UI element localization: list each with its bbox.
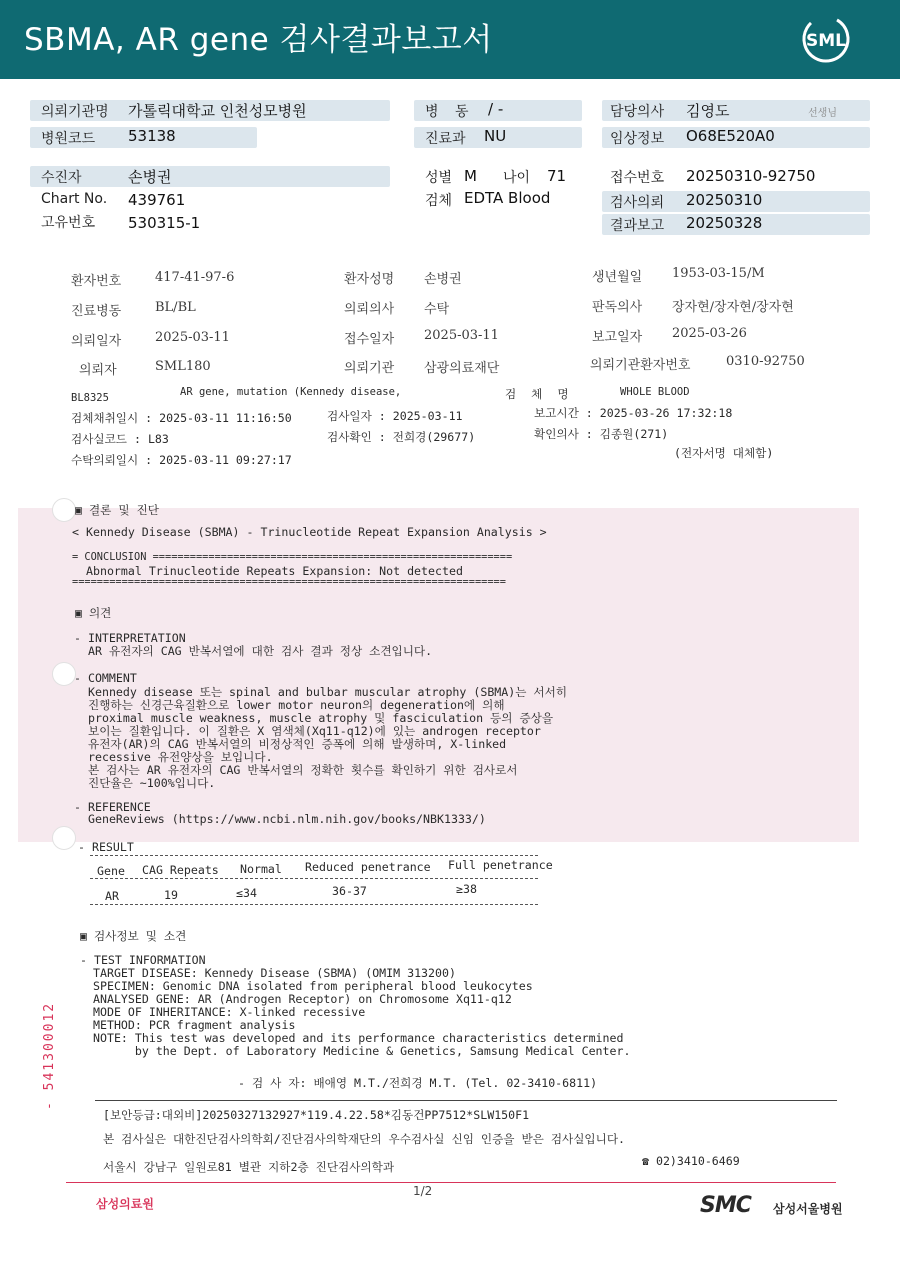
result-header-cag: CAG Repeats (142, 863, 219, 877)
punch-hole (52, 826, 76, 850)
comment-line: proximal muscle weakness, muscle atrophy 및 fasciculation 등의 증상을 (88, 711, 554, 725)
exam-confirm: 검사확인 : 전희경(29677) (327, 430, 476, 444)
punch-hole (52, 498, 76, 522)
code-label: 병원코드 (41, 131, 96, 147)
comment-heading: - COMMENT (74, 671, 137, 685)
code-value: 53138 (128, 127, 176, 145)
info-line: TARGET DISEASE: Kennedy Disease (SBMA) (OMIM 313200) (93, 966, 456, 980)
scan-value: 장자현/장자현/장자현 (672, 300, 794, 315)
info-line: NOTE: This test was developed and its performance characteristics determined (93, 1031, 624, 1045)
info-line: MODE OF INHERITANCE: X-linked recessive (93, 1005, 366, 1019)
scan-label: 의뢰기관환자번호 (590, 358, 691, 373)
info-line: METHOD: PCR fragment analysis (93, 1018, 296, 1032)
sml-logo-text: SML (806, 31, 846, 51)
scan-value: SML180 (155, 359, 211, 374)
footer-red-rule (66, 1182, 836, 1183)
phone-line: ☎ 02)3410-6469 (642, 1154, 740, 1168)
hospital-value: 가톨릭대학교 인천성모병원 (128, 102, 307, 120)
test-code: BL8325 (71, 392, 109, 404)
footer-rule (95, 1100, 837, 1101)
ward-label: 병 동 (425, 104, 475, 120)
result-heading: - RESULT (78, 840, 134, 854)
result-header-gene: Gene (97, 864, 125, 878)
ward-value: / - (488, 100, 504, 118)
reference-heading: - REFERENCE (74, 800, 151, 814)
result-header-normal: Normal (240, 862, 282, 876)
address-line: 서울시 강남구 일원로81 별관 지하2층 진단검사의학과 (103, 1160, 395, 1174)
esign-note: (전자서명 대체함) (674, 446, 774, 460)
dept-value: NU (484, 127, 507, 145)
sml-logo (800, 13, 852, 65)
interpretation-heading: - INTERPRETATION (74, 631, 186, 645)
scan-label: 접수일자 (344, 332, 395, 347)
scan-value: BL/BL (155, 300, 196, 315)
cert-line: 본 검사실은 대한진단검사의학회/진단검사의학재단의 우수검사실 신임 인증을 받은 검사실입니다. (103, 1132, 626, 1146)
scan-value: 수탁 (424, 302, 450, 317)
doctor-value: 김영도 (686, 102, 730, 120)
result-cag: 19 (164, 888, 178, 902)
lab-room: 검사실코드 : L83 (71, 432, 169, 446)
section-test-info: ▣ 검사정보 및 소견 (80, 929, 187, 943)
comment-line: 유전자(AR)의 CAG 반복서열의 비정상적인 증폭에 의해 발생하며, X-linked (88, 737, 507, 751)
table-rule (90, 904, 538, 905)
receipt-label: 접수번호 (610, 170, 665, 186)
table-rule (90, 878, 538, 879)
patient-label: 수진자 (41, 170, 82, 186)
punch-hole (52, 662, 76, 686)
test-name: AR gene, mutation (Kennedy disease, (180, 386, 402, 398)
scan-label: 생년월일 (592, 270, 643, 285)
result-full: ≥38 (456, 882, 477, 896)
scan-value: 2025-03-11 (424, 328, 499, 343)
age-value: 71 (547, 167, 567, 185)
comment-line: 진단율은 ~100%입니다. (88, 776, 216, 790)
result-reduced: 36-37 (332, 884, 367, 898)
specimen-name-label: 검 체 명 (505, 387, 573, 401)
scan-label: 환자성명 (344, 272, 395, 287)
comment-line: Kennedy disease 또는 spinal and bulbar muscular atrophy (SBMA)는 서서히 (88, 685, 568, 699)
clinical-value: O68E520A0 (686, 127, 775, 145)
exam-date: 검사일자 : 2025-03-11 (327, 409, 463, 423)
clinical-label: 임상정보 (610, 131, 665, 147)
scan-value: 1953-03-15/M (672, 266, 765, 281)
patient-value: 손병권 (128, 168, 172, 186)
sex-value: M (464, 167, 477, 185)
info-line: by the Dept. of Laboratory Medicine & Genetics, Samsung Medical Center. (93, 1044, 631, 1058)
scan-label: 의뢰기관 (344, 361, 395, 376)
examiner: - 검 사 자: 배애영 M.T./전희경 M.T. (Tel. 02-3410-6811) (238, 1076, 598, 1090)
side-code: - 541300012 (42, 1001, 57, 1110)
section-conclusion: ▣ 결론 및 진단 (75, 503, 159, 517)
scan-label: 판독의사 (592, 300, 643, 315)
chart-label: Chart No. (41, 191, 108, 207)
comment-line: 진행하는 신경근육질환으로 lower motor neuron의 degeneration에 의해 (88, 698, 505, 712)
info-line: ANALYSED GENE: AR (Androgen Receptor) on Chromosome Xq11-q12 (93, 992, 512, 1006)
comment-line: recessive 유전양상을 보입니다. (88, 750, 273, 764)
report-time: 보고시간 : 2025-03-26 17:32:18 (534, 406, 733, 420)
scan-label: 의뢰자 (79, 363, 117, 378)
specimen-name: WHOLE BLOOD (620, 386, 690, 398)
table-rule (90, 855, 538, 856)
chart-value: 439761 (128, 191, 186, 209)
result-normal: ≤34 (236, 886, 257, 900)
samsung-medical-logo: 삼성의료원 (96, 1197, 154, 1211)
dept-label: 진료과 (425, 131, 466, 147)
scan-value: 0310-92750 (726, 354, 805, 369)
uid-value: 530315-1 (128, 214, 201, 232)
specimen-value: EDTA Blood (464, 189, 551, 207)
scan-value: 417-41-97-6 (155, 270, 235, 285)
specimen-label: 검체 (425, 193, 453, 209)
comment-line: 보이는 질환입니다. 이 질환은 X 염색체(Xq11-q12)에 있는 androgen receptor (88, 724, 541, 738)
scan-value: 2025-03-11 (155, 330, 230, 345)
result-header-full: Full penetrance (448, 858, 553, 872)
analysis-title: < Kennedy Disease (SBMA) - Trinucleotide Repeat Expansion Analysis > (72, 525, 547, 539)
doctor-label: 담당의사 (610, 104, 665, 120)
security-line: [보안등급:대외비]20250327132927*119.4.22.58*김동건PP7512*SLW150F1 (103, 1108, 530, 1122)
request-value: 20250310 (686, 191, 763, 209)
scan-value: 2025-03-26 (672, 326, 747, 341)
info-line: SPECIMEN: Genomic DNA isolated from peripheral blood leukocytes (93, 979, 533, 993)
samsung-hospital-name: 삼성서울병원 (773, 1202, 843, 1216)
request-label: 검사의뢰 (610, 195, 665, 211)
confirm-doctor: 확인의사 : 김종원(271) (534, 427, 669, 441)
report-label: 결과보고 (610, 218, 665, 234)
report-value: 20250328 (686, 214, 763, 232)
scan-label: 보고일자 (592, 330, 643, 345)
smc-logo: SMC (700, 1193, 751, 1218)
collect-time: 검체채취일시 : 2025-03-11 11:16:50 (71, 411, 292, 425)
result-header-reduced: Reduced penetrance (305, 860, 431, 874)
conclusion-text: Abnormal Trinucleotide Repeats Expansion: Not detected (86, 564, 463, 578)
doctor-suffix: 선생님 (808, 108, 837, 119)
consign-time: 수탁의뢰일시 : 2025-03-11 09:27:17 (71, 453, 292, 467)
patient-row (30, 166, 390, 187)
reference-text: GeneReviews (https://www.ncbi.nlm.nih.gov/books/NBK1333/) (88, 812, 486, 826)
uid-label: 고유번호 (41, 215, 96, 231)
scan-label: 진료병동 (71, 304, 122, 319)
page-number: 1/2 (413, 1184, 433, 1198)
result-gene: AR (105, 889, 119, 903)
age-label: 나이 (503, 170, 531, 186)
scan-label: 의뢰의사 (344, 302, 395, 317)
comment-line: 본 검사는 AR 유전자의 CAG 반복서열의 정확한 횟수를 확인하기 위한 검사로서 (88, 763, 518, 777)
scan-value: 손병권 (424, 272, 462, 287)
hospital-label: 의뢰기관명 (41, 104, 109, 120)
section-opinion: ▣ 의견 (75, 606, 112, 620)
scan-value: 삼광의료재단 (424, 361, 500, 376)
scan-label: 환자번호 (71, 274, 122, 289)
scan-label: 의뢰일자 (71, 334, 122, 349)
conclusion-rule: ====================================================================== (72, 576, 506, 588)
sex-label: 성별 (425, 170, 453, 186)
report-title: SBMA, AR gene 검사결과보고서 (24, 22, 493, 58)
receipt-value: 20250310-92750 (686, 167, 816, 185)
info-line: - TEST INFORMATION (80, 953, 206, 967)
conclusion-heading: = CONCLUSION ========================================================== (72, 551, 513, 563)
interpretation-text: AR 유전자의 CAG 반복서열에 대한 검사 결과 정상 소견입니다. (88, 644, 433, 658)
